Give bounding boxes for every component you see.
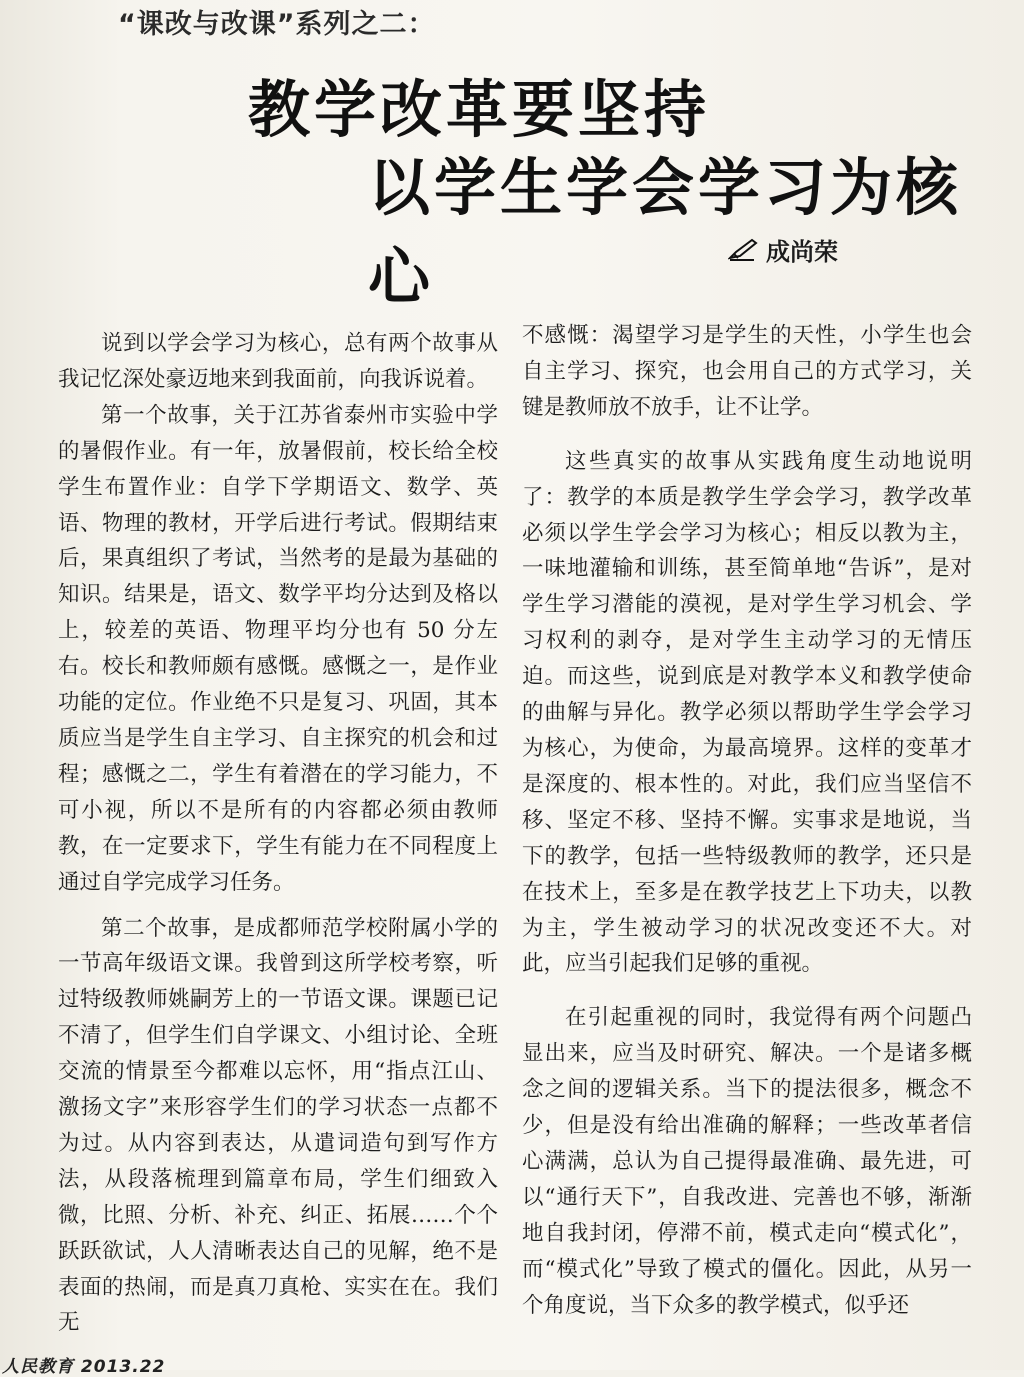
author-byline [728, 232, 838, 267]
paragraph: 说到以学会学习为核心，总有两个故事从我记忆深处豪迈地来到我面前，向我诉说着。 [58, 331, 498, 392]
article-title-line-1: 教学改革要坚持 [248, 73, 711, 146]
paragraph: 这些真实的故事从实践角度生动地说明了：教学的本质是教学生学会学习，教学改革必须以学生学会学习为核心；相反以教为主，一味地灌输和训练，甚至简单地“告诉”，是对学生学习潜能的漠视，是对学生学习机会、学习权利的剥夺，是对学生主动学习的无情压迫。而这些，说到底是对教学本义和教学使命的曲解与异化。教学必须以帮助学生学会学习为核心，为使命，为最高境界。这样的变革才是深度的、根本性的。对此，我们应当坚信不移、坚定不移、坚持不懈。实事求是地说，当下的教学，包括一些特级教师的教学，还只是在技术上，至多是在教学技艺上下功夫，以教为主，学生被动学习的状况改变还不大。对此，应当引起我们足够的重视。 [522, 448, 972, 977]
left-column [58, 326, 498, 1341]
article-title-line-2: 以学生学会学习为核心 [368, 151, 963, 313]
pen-icon [728, 238, 758, 262]
right-column [522, 318, 972, 1323]
page-footer: 人民教育 2013.22 [2, 1357, 166, 1377]
paragraph: 第一个故事，关于江苏省泰州市实验中学的暑假作业。有一年，放暑假前，校长给全校学生布置作业：自学下学期语文、数学、英语、物理的教材，开学后进行考试。假期结束后，果真组织了考试，当然考的是最为基础的知识。结果是，语文、数学平均分达到及格以上，较差的英语、物理平均分也有 50 分左右。校长和教师颇有感慨。感慨之一，是作业功能的定位。作业绝不只是复习、巩固，其本质应当是学生自主学习、自主探究的机会和过程；感慨之二，学生有着潜在的学习能力，不可小视，所以不是所有的内容都必须由教师教，在一定要求下，学生有能力在不同程度上通过自学完成学习任务。 [58, 402, 498, 895]
series-label: “课改与改课”系列之二： [118, 9, 436, 40]
paragraph: 第二个故事，是成都师范学校附属小学的一节高年级语文课。我曾到这所学校考察，听过特级教师姚嗣芳上的一节语文课。课题已记不清了，但学生们自学课文、小组讨论、全班交流的情景至今都难以忘怀，用“指点江山、激扬文字”来形容学生们的学习状态一点都不为过。从内容到表达，从遣词造句到写作方法，从段落梳理到篇章布局，学生们细致入微，比照、分析、补充、纠正、拓展……个个跃跃欲试，人人清晰表达自己的见解，绝不是表面的热闹，而是真刀真枪、实实在在。我们无 [58, 915, 498, 1336]
paragraph: 在引起重视的同时，我觉得有两个问题凸显出来，应当及时研究、解决。一个是诸多概念之间的逻辑关系。当下的提法很多，概念不少，但是没有给出准确的解释；一些改革者信心满满，总认为自己提得最准确、最先进，可以“通行天下”，自我改进、完善也不够，渐渐地自我封闭，停滞不前，模式走向“模式化”，而“模式化”导致了模式的僵化。因此，从另一个角度说，当下众多的教学模式，似乎还 [522, 1005, 972, 1318]
author-name: 成尚荣 [766, 238, 838, 266]
paragraph: 不感慨：渴望学习是学生的天性，小学生也会自主学习、探究，也会用自己的方式学习，关键是教师放不放手，让不让学。 [522, 323, 972, 420]
